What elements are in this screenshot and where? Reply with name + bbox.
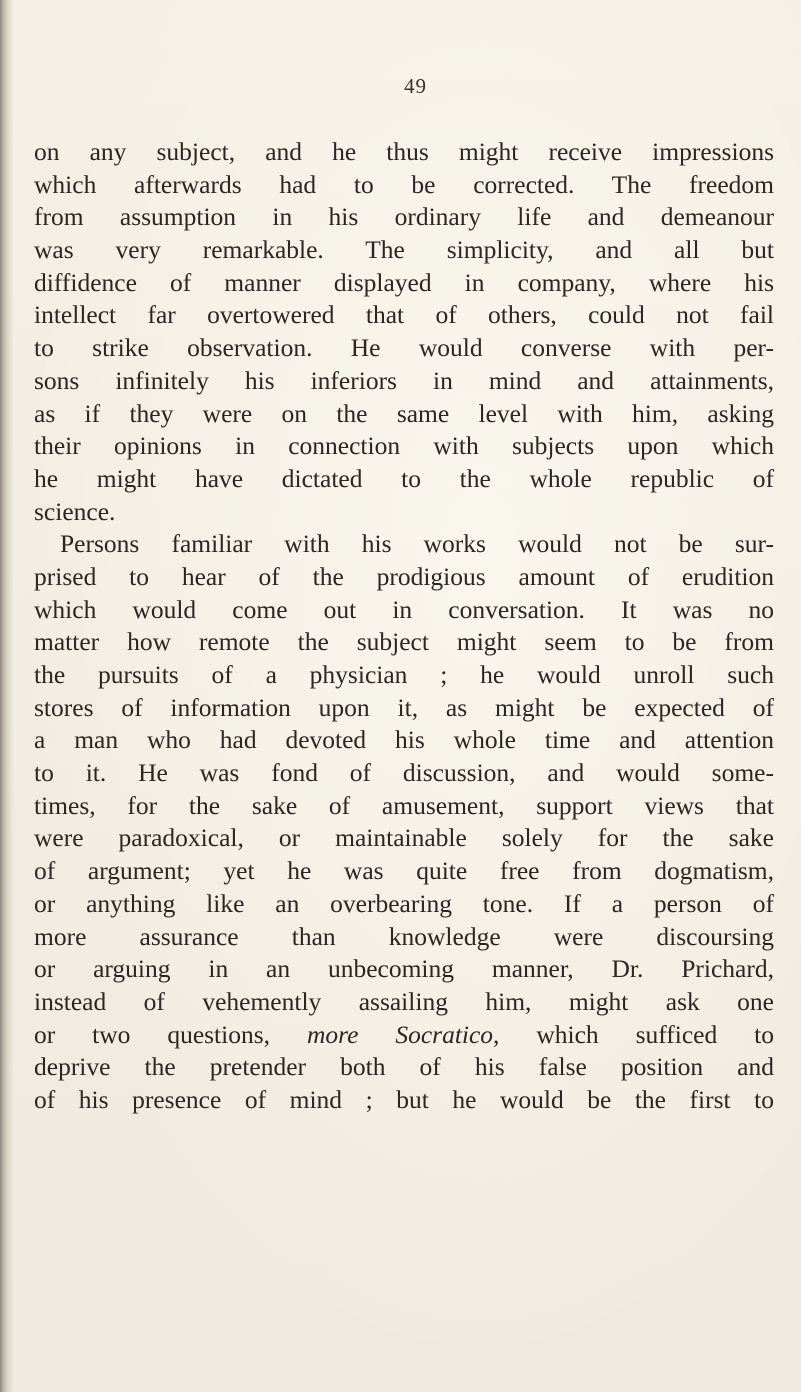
italic-line-after: which sufficed to — [499, 1019, 774, 1049]
text-line: on any subject, and he thus might receive impressions — [34, 137, 774, 166]
text-line: a man who had devoted his whole time and attention — [34, 725, 774, 755]
text-line: or anything like an overbearing tone. If a person of — [34, 888, 774, 918]
text-line: which would come out in conversation. It was no — [34, 594, 774, 624]
text-line: were paradoxical, or maintainable solely for the sake — [34, 823, 774, 853]
text-line: prised to hear of the prodigious amount of erudition — [34, 561, 774, 591]
page-number: 49 — [404, 74, 427, 98]
text-line: times, for the sake of amusement, support views that — [34, 790, 774, 820]
text-line: he might have dictated to the whole republic of — [34, 463, 774, 493]
text-line: instead of vehemently assailing him, might ask one — [34, 986, 774, 1016]
text-line: of his presence of mind ; but he would be the first to — [34, 1084, 774, 1114]
text-line: sons infinitely his inferiors in mind and attainments, — [34, 365, 774, 395]
text-line: deprive the pretender both of his false position and — [34, 1052, 774, 1082]
text-line: to strike observation. He would converse with per- — [34, 333, 774, 363]
text-line: diffidence of manner displayed in company, where his — [34, 267, 774, 297]
text-line: stores of information upon it, as might be expected of — [34, 692, 774, 722]
text-line: which afterwards had to be corrected. The freedom — [34, 169, 774, 199]
page-binding-shadow — [0, 0, 14, 1392]
text-line: their opinions in connection with subjects upon which — [34, 431, 774, 461]
text-line: from assumption in his ordinary life and demeanour — [34, 202, 774, 232]
text-line: or arguing in an unbecoming manner, Dr. Prichard, — [34, 954, 774, 984]
text-line: was very remarkable. The simplicity, and all but — [34, 235, 774, 265]
italic-line-before: or two questions, — [34, 1019, 307, 1049]
text-line: the pursuits of a physician ; he would unroll such — [34, 660, 774, 689]
italic-phrase-line — [34, 1019, 774, 1052]
text-line: intellect far overtowered that of others, could not fail — [34, 300, 774, 330]
text-line: as if they were on the same level with him, asking — [34, 398, 774, 428]
text-line: matter how remote the subject might seem to be from — [34, 627, 774, 657]
paragraph-end-line: science. — [34, 496, 116, 526]
paragraph-start-line: Persons familiar with his works would not be sur- — [60, 529, 774, 559]
italic-phrase-more-socratico: more Socratico, — [306, 1019, 500, 1049]
text-line: to it. He was fond of discussion, and would some- — [34, 758, 774, 788]
text-line: more assurance than knowledge were discoursing — [34, 921, 774, 951]
body-text — [34, 136, 774, 1117]
text-line: of argument; yet he was quite free from dogmatism, — [34, 856, 774, 886]
